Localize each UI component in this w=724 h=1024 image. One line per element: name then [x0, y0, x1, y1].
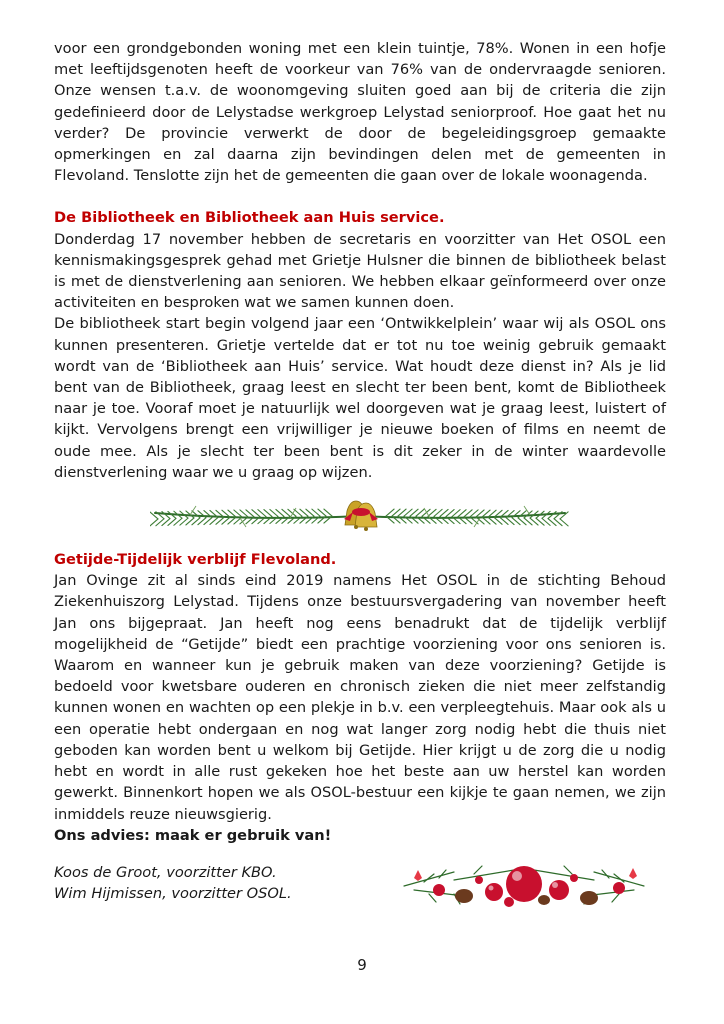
- getijde-paragraph: Jan Ovinge zit al sinds eind 2019 namens Het OSOL in de stichting Behoud Ziekenhuiszorg Lelystad. Tijdens onze bestuursvergadering van november heeft Jan ons bijgepraat. Jan heeft nog eens benadrukt dat de tijdelijk verblijf mogelijkheid de “Getijde” biedt een prachtige voorziening voor ons senioren is. Waarom en wanneer kun je gebruik maken van deze voorziening? Getijde is bedoeld voor kwetsbare ouderen en chronisch zieken die niet meer zelfstandig kunnen wonen en wachten op een plekje in b.v. een verpleegtehuis. Maar ook als u een operatie hebt ondergaan en nog wat langer zorg nodig hebt die thuis niet geboden kan worden bent u welkom bij Getijde. Hier krijgt u de zorg die u nodig hebt en wordt in alle rust gekeken hoe het beste aan uw herstel kan worden gewerkt. Binnenkort hopen we als OSOL-bestuur een kijkje te gaan nemen, we zijn inmiddels reuze nieuwsgierig.: [54, 572, 666, 823]
- signature-block: [54, 862, 292, 904]
- page-number: 9: [357, 956, 367, 974]
- document-page: [54, 38, 666, 912]
- signature-osol: Wim Hijmissen, voorzitter OSOL.: [54, 885, 292, 903]
- getijde-heading: Getijde-Tijdelijk verblijf Flevoland.: [54, 551, 337, 569]
- advice-line: Ons advies: maak er gebruik van!: [54, 826, 332, 844]
- pine-garland-bell-icon: [150, 491, 570, 541]
- library-heading: De Bibliotheek en Bibliotheek aan Huis service.: [54, 209, 445, 227]
- signature-kbo: Koos de Groot, voorzitter KBO.: [54, 863, 277, 881]
- library-paragraph-1: Donderdag 17 november hebben de secretaris en voorzitter van Het OSOL een kennismakingsgesprek gehad met Grietje Hulsner die binnen de bibliotheek belast is met de dienstverlening aan senioren. We hebben elkaar geïnformeerd over onze activiteiten en besproken wat we samen kunnen doen.: [54, 230, 666, 312]
- christmas-ornaments-garland-icon: [394, 852, 654, 912]
- library-paragraph-2: De bibliotheek start begin volgend jaar een ‘Ontwikkelplein’ waar wij als OSOL ons kunnen presenteren. Grietje vertelde dat er tot nu toe weinig gebruik gemaakt wordt van de ‘Bibliotheek aan Huis’ service. Wat houdt deze dienst in? Als je lid bent van de Bibliotheek, graag leest en slecht ter been bent, komt de Bibliotheek naar je toe. Vooraf moet je natuurlijk wel doorgeven wat je graag leest, luistert of kijkt. Vervolgens brengt een vrijwilliger je nieuwe boeken of films en neemt de oude mee. Als je slecht ter been bent is dit zeker in de winter waardevolle dienstverlening waar we u graag op wijzen.: [54, 315, 666, 481]
- signature-row: [54, 852, 666, 912]
- intro-paragraph: voor een grondgebonden woning met een klein tuintje, 78%. Wonen in een hofje met leeftijdsgenoten heeft de voorkeur van 76% van de ondervraagde senioren. Onze wensen t.a.v. de woonomgeving sluiten goed aan bij de criteria die zijn gedefinieerd door de Lelystadse werkgroep Lelystad seniorproof. Hoe gaat het nu verder? De provincie verwerkt de door de begeleidingsgroep gemaakte opmerkingen en zal daarna zijn bevindingen delen met de gemeenten in Flevoland. Tenslotte zijn het de gemeenten die gaan over de lokale woonagenda.: [54, 40, 666, 185]
